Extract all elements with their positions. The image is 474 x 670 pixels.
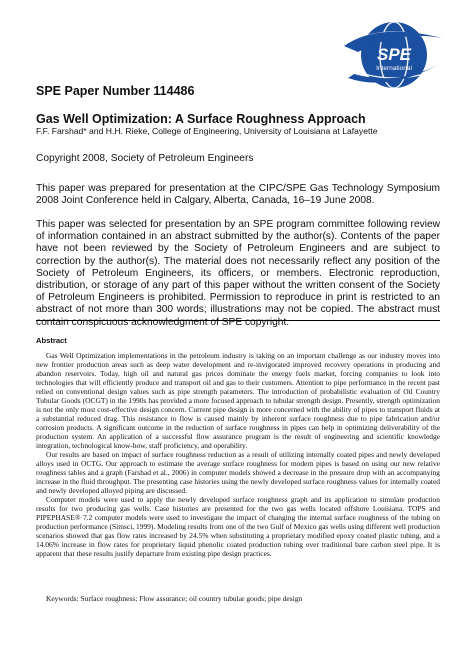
paper-number: SPE Paper Number 114486 (36, 84, 195, 98)
selection-notice: This paper was selected for presentation by an SPE program committee following review of information contained in an abstract submitted by the author(s). Contents of the paper have not been reviewed by the Society of Petroleum Engineers and are subject to correction by the author(s). The material does not necessarily reflect any position of the Society of Petroleum Engineers, its officers, or members. Electronic reproduction, distribution, or storage of any part of this paper without the written consent of the Society of Petroleum Engineers is prohibited. Permission to reproduce in print is restricted to an abstract of not more than 300 words; illustrations may not be copied. The abstract must contain conspicuous acknowledgment of SPE copyright. (36, 219, 440, 328)
paper-title: Gas Well Optimization: A Surface Roughness Approach (36, 112, 366, 126)
abstract-paragraph: Computer models were used to apply the newly developed surface roughness graph and its application to simulate production results for two producing gas wells. Case histories are presented for the two gas wells located offshore Louisiana. TOPS and PIPEPHASE® 7.2 computer models were used to investigate the impact of changing the internal surface roughness of the tubing on production performance (Simsci, 1999). Modeling results from one of the two Gulf of Mexico gas wells using different well production scenarios showed that gas flow rates increased by 24.5% when substituting a proprietary modified epoxy coated plastic tubing, and a 14.06% increase in flow rates for proprietary liquid phenolic coated production tubing over traditional bare carbon steel pipe. It is apparent that these results justify departure from existing pipe design practices. (36, 495, 440, 558)
authors-line: F.F. Farshad* and H.H. Rieke, College of Engineering, University of Louisiana at Lafayette (36, 126, 378, 136)
abstract-heading: Abstract (36, 336, 67, 345)
spe-international-logo (338, 16, 448, 94)
keywords-text: Keywords: Surface roughness; Flow assurance; oil country tubular goods; pipe design (46, 594, 303, 603)
logo-international-text: International (376, 65, 412, 72)
logo-spe-text: SPE (376, 45, 412, 64)
abstract-body (36, 351, 440, 558)
section-divider (36, 320, 440, 321)
abstract-paragraph: Our results are based on impact of surface roughness reduction as a result of utilizing internally coated pipes and newly developed alloys used in OCTG. Our approach to estimate the average surface roughness for modern pipes is based on using our new relative roughness tables and a graph (Farshad et al., 2006) in computer models showed a decrease in the pressure drop with an accompanying increase in the fluid throughput. The presenting case histories using the newly developed surface roughness values for internally coated and newly developed alloyed piping are discussed. (36, 450, 440, 495)
abstract-paragraph: Gas Well Optimization implementations in the petroleum industry is taking on an important challenge as our industry moves into new frontier production areas such as deep water development and re-invigorated improved recovery operations in producing and abandon reservoirs. Today, high oil and natural gas prices dominate the energy fuels market, forcing companies to look into technologies that will efficiently produce and transport oil and gas to their customers. Attention to pipe performance in the recent past relied on conventional design values such as pipe strength parameters. The introduction of probabilistic evaluation of Oil Country Tubular Goods (OCGT) in the 1990s has provided a more focused approach to tubular strength design. Presently, strength optimization is not the only most cost-effective design concern. Current pipe design is more concerned with the ability of pipes to transport fluids at a substantial reduced drag. This resistance to flow is caused mainly by inherent surface roughness due to pipe fabrication and/or corrosion products. A significant outcome in the reduction of surface roughness in pipes can help in optimizing deliverability of the production system. An application of a successful flow assurance program is the result of engineering and scientific knowledge integration, technological know-how, staff proficiency, and operability. (36, 351, 440, 450)
presentation-notice: This paper was prepared for presentation at the CIPC/SPE Gas Technology Symposium 2008 Joint Conference held in Calgary, Alberta, Canada, 16–19 June 2008. (36, 183, 440, 207)
keywords-line (36, 594, 440, 603)
copyright-notice: Copyright 2008, Society of Petroleum Engineers (36, 153, 254, 164)
